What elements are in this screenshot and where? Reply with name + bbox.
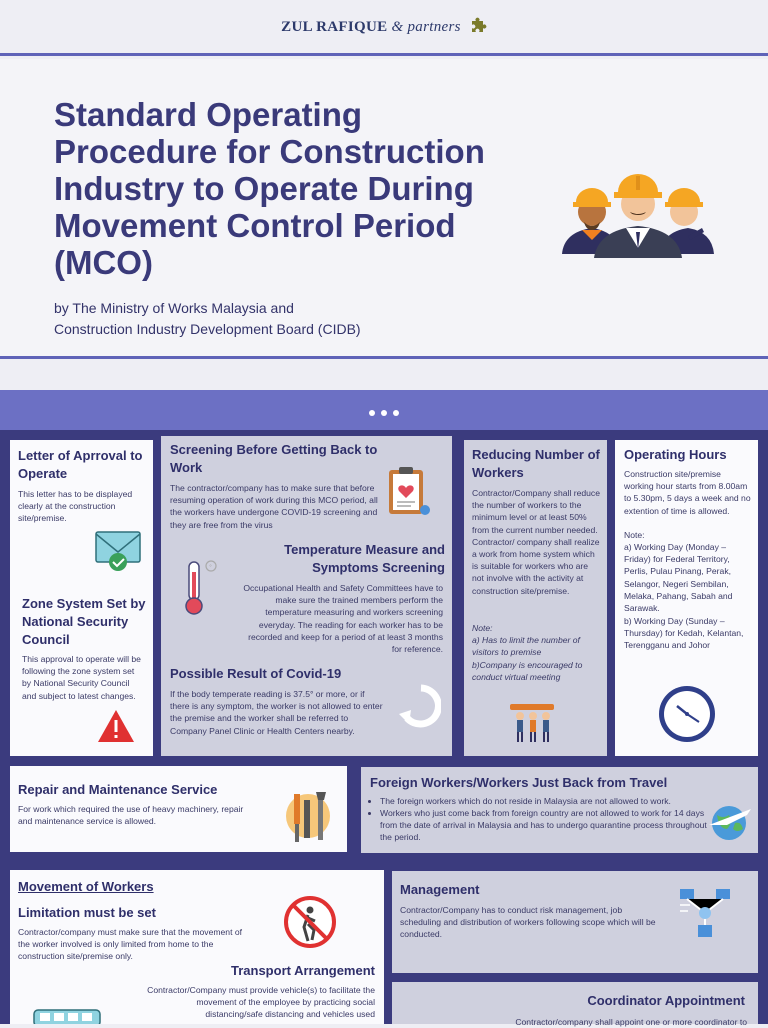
transport-title: Transport Arrangement xyxy=(231,963,375,978)
foreign-bullets xyxy=(370,795,708,843)
zone-body: This approval to operate will be following the zone system set by National Security Council and subject to latest changes. xyxy=(22,654,141,701)
foreign-title: Foreign Workers/Workers Just Back from Travel xyxy=(370,775,668,790)
clock-icon xyxy=(657,684,717,744)
limitation-body: Contractor/company must make sure that the movement of the worker involved is only limited from home to the construction site/premise only. xyxy=(18,927,243,962)
divider-dots xyxy=(0,403,768,421)
thermometer-icon xyxy=(181,558,221,616)
letter-body: This letter has to be displayed clearly at the construction site/premise. xyxy=(18,489,133,524)
byline-line-2: Construction Industry Development Board (CIDB) xyxy=(54,321,361,337)
coordinator-title: Coordinator Appointment xyxy=(587,993,745,1008)
warning-icon xyxy=(96,708,136,744)
brand-name: ZUL RAFIQUE xyxy=(281,19,388,35)
screening-title: Screening Before Getting Back to Work xyxy=(170,442,378,475)
card-reducing xyxy=(464,440,607,756)
card-repair xyxy=(10,766,347,852)
coordinator-body: Contractor/company shall appoint one or more coordinator to xyxy=(515,1017,747,1027)
foreign-bullet-1: • The foreign workers which do not reside in Malaysia are not allowed to work. xyxy=(380,795,708,807)
return-arrow-icon xyxy=(395,682,441,728)
hours-body: Construction site/premise working hour starts from 8.00am to 5.30pm, 5 days a week and no extention of time is allowed. xyxy=(624,469,751,516)
clipboard-heart-icon xyxy=(385,466,433,518)
card-operating-hours xyxy=(615,440,758,756)
repair-title: Repair and Maintenance Service xyxy=(18,782,218,797)
bus-icon xyxy=(30,1006,104,1024)
reducing-body: Contractor/Company shall reduce the number of workers to the minimum level or at least 50% from the current number needed. Contractor/ company shall realize a work from home system which is suitable for workers who are not involve with the activity at construction site/premise. xyxy=(472,488,601,596)
movement-title: Movement of Workers xyxy=(18,879,154,894)
management-body: Contractor/Company has to conduct risk management, job scheduling and distribution of workers following scope which will be conducted. xyxy=(400,905,656,940)
hours-note-label: Note: xyxy=(624,530,645,540)
result-body: If the body temperate reading is 37.5° or more, or if there is any symptom, the worker is not allowed to enter the premise and the worker shall be referred to Company Panel Clinic or Health Centers nearby. xyxy=(170,689,383,736)
brand-logo xyxy=(0,16,768,36)
reducing-note-a: a) Has to limit the number of visitors to premise xyxy=(472,635,580,658)
hours-title: Operating Hours xyxy=(624,447,727,462)
card-management xyxy=(392,871,758,973)
screening-body: The contractor/company has to make sure that before resuming operation of work during this MCO period, all the workers have undergone COVID-19 screening and they are free from the virus xyxy=(170,483,378,530)
hours-note-b: b) Working Day (Sunday – Thursday) for Kedah, Kelantan, Terengganu and Johor xyxy=(624,616,744,651)
envelope-check-icon xyxy=(94,528,144,574)
card-screening xyxy=(161,436,452,756)
management-network-icon xyxy=(676,885,734,941)
card-movement xyxy=(10,870,384,1024)
card-foreign-workers xyxy=(361,767,758,853)
reducing-title: Reducing Number of Workers xyxy=(472,447,600,480)
reducing-note-label: Note: xyxy=(472,623,493,633)
no-walking-icon xyxy=(282,894,338,950)
svg-text:°: ° xyxy=(209,564,212,571)
management-title: Management xyxy=(400,882,480,897)
workers-team-icon xyxy=(508,700,558,744)
construction-workers-icon xyxy=(560,166,716,266)
globe-plane-icon xyxy=(707,801,753,841)
page-title: Standard Operating Procedure for Construction Industry to Operate During Movement Control Period (MCO) xyxy=(54,96,485,281)
transport-body: Contractor/Company must provide vehicle(s) to facilitate the movement of the employee by practicing social distancing/safe distancing and vehicles used xyxy=(147,985,375,1020)
limitation-title: Limitation must be set xyxy=(18,905,156,920)
temperature-title: Temperature Measure and Symptoms Screening xyxy=(284,542,445,575)
byline-line-1: by The Ministry of Works Malaysia and xyxy=(54,300,294,316)
byline xyxy=(54,298,494,340)
temperature-body: Occupational Health and Safety Committees have to make sure the trained members perform the temperature measuring and workers screening everyday. The reading for each worker has to be recorded and keep for a period of at least 3 months for reference. xyxy=(243,583,443,655)
tools-icon xyxy=(282,786,334,844)
card-coordinator xyxy=(392,982,758,1027)
zone-title: Zone System Set by National Security Council xyxy=(22,596,146,647)
card-letter-zone xyxy=(10,440,153,756)
foreign-bullet-2: • Workers who just come back from foreign country are not allowed to work for 14 days from the date of arrival in Malaysia and has to undergo quarantine process throughout the period. xyxy=(380,807,708,843)
letter-title: Letter of Aprroval to Operate xyxy=(18,448,143,481)
reducing-note-b: b)Company is encouraged to conduct virtual meeting xyxy=(472,660,583,683)
result-title: Possible Result of Covid-19 xyxy=(170,666,342,681)
hours-note-a: a) Working Day (Monday – Friday) for Federal Territory, Perlis, Pulau Pinang, Perak, Selangor, Negeri Sembilan, Melaka, Pahang, Sabah and Sarawak. xyxy=(624,542,733,614)
puzzle-icon xyxy=(469,16,487,34)
repair-body: For work which required the use of heavy machinery, repair and maintenance service is allowed. xyxy=(18,804,244,827)
brand-partners: & partners xyxy=(391,19,461,35)
